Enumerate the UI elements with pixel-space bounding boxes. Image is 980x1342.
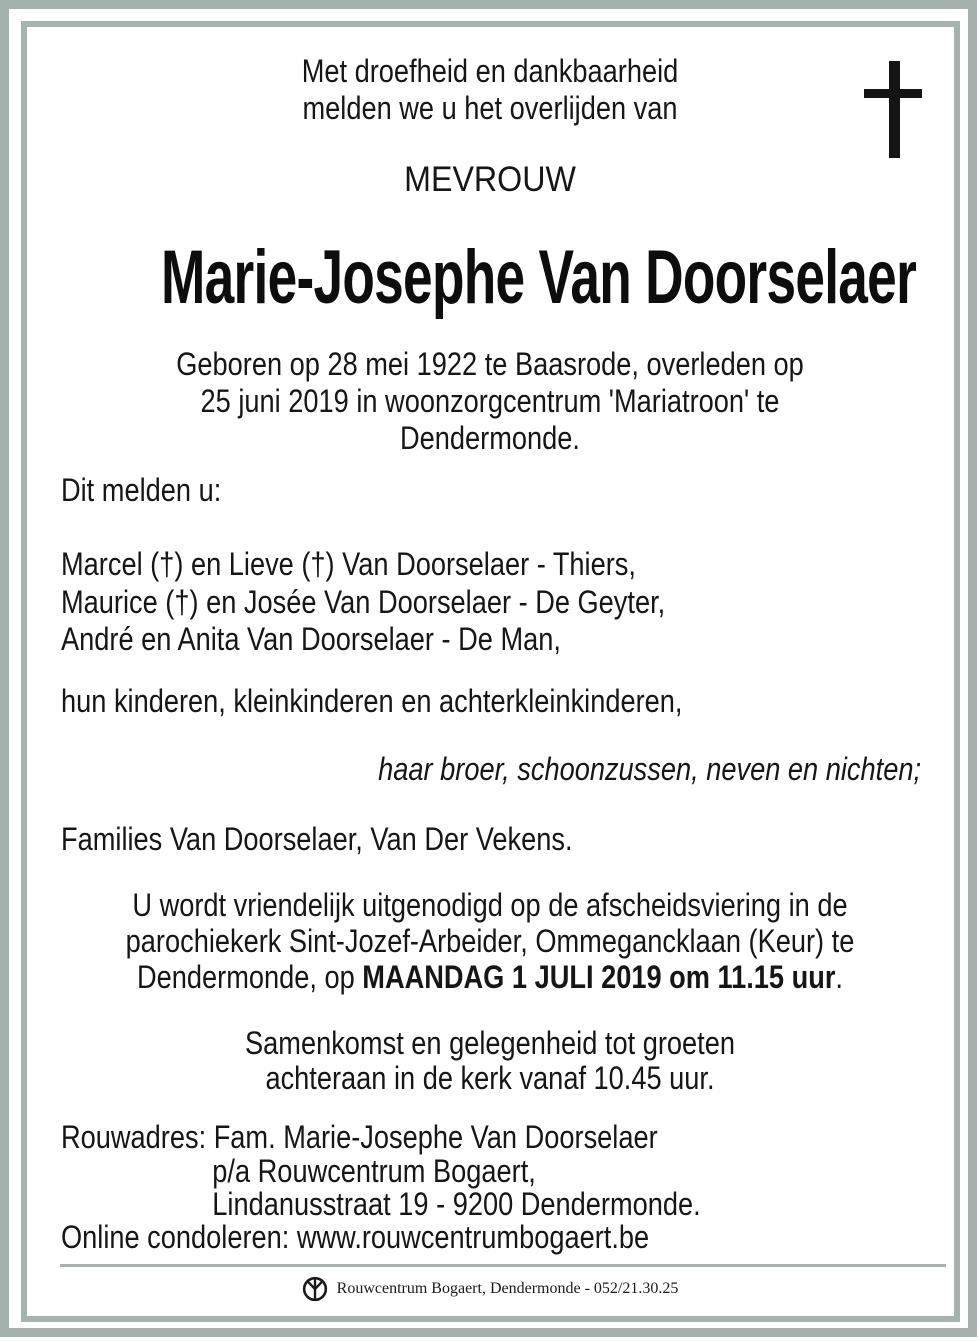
- opening-line-2: melden we u het overlijden van: [302, 90, 678, 126]
- online-condolence-line: Online condoleren: www.rouwcentrumbogaert.be: [61, 1219, 650, 1255]
- mourning-address-line-1: Rouwadres: Fam. Marie-Josephe Van Doorselaer: [61, 1119, 658, 1155]
- descendants-line: hun kinderen, kleinkinderen en achterkleinkinderen,: [61, 683, 683, 719]
- relatives-line-2: Maurice (†) en Josée Van Doorselaer - De Geyter,: [61, 583, 666, 620]
- relatives-list: [61, 546, 665, 659]
- relatives-line-1: Marcel (†) en Lieve (†) Van Doorselaer - Thiers,: [61, 546, 636, 582]
- invitation-line-2: parochiekerk Sint-Jozef-Arbeider, Ommegancklaan (Keur) te: [125, 923, 855, 959]
- funeral-home-credit: Rouwcentrum Bogaert, Dendermonde - 052/21.30.25: [336, 1280, 679, 1297]
- invitation-line-3-suffix: .: [835, 959, 843, 995]
- gathering-line-2: achteraan in de kerk vanaf 10.45 uur.: [265, 1060, 715, 1096]
- gathering-info: [91, 1026, 890, 1096]
- relatives-line-3: André en Anita Van Doorselaer - De Man,: [61, 621, 561, 657]
- mourning-address-line-3: Lindanusstraat 19 - 9200 Dendermonde.: [212, 1186, 701, 1222]
- invitation-line-3-prefix: Dendermonde, op: [136, 959, 363, 995]
- funeral-home-logo-icon: [302, 1276, 328, 1302]
- honorific-title: MEVROUW: [404, 160, 576, 199]
- opening-statement: [91, 53, 890, 127]
- invitation-line-1: U wordt vriendelijk uitgenodigd op de afscheidsviering in de: [132, 887, 848, 923]
- life-dates-line-3: Dendermonde.: [400, 420, 580, 456]
- cross-vertical-bar: [889, 61, 900, 158]
- funeral-invitation: [91, 887, 890, 995]
- life-dates: [91, 346, 890, 457]
- opening-line-1: Met droefheid en dankbaarheid: [301, 53, 679, 89]
- life-dates-line-1: Geboren op 28 mei 1922 te Baasrode, overleden op: [176, 346, 804, 382]
- funeral-date-time: MAANDAG 1 JULI 2019 om 11.15 uur: [362, 959, 836, 995]
- footer-separator-line: [60, 1264, 946, 1267]
- extended-family-line: haar broer, schoonzussen, neven en nichten;: [378, 751, 921, 787]
- footer: [20, 1276, 960, 1302]
- gathering-line-1: Samenkomst en gelegenheid tot groeten: [245, 1025, 735, 1061]
- invitation-line-3: [91, 959, 890, 995]
- families-line: Families Van Doorselaer, Van Der Vekens.: [61, 821, 573, 857]
- mourning-address: [61, 1121, 701, 1222]
- life-dates-line-2: 25 juni 2019 in woonzorgcentrum 'Mariatroon' te: [200, 383, 780, 419]
- mourning-address-line-2: p/a Rouwcentrum Bogaert,: [212, 1152, 536, 1189]
- announcement-label: Dit melden u:: [61, 472, 222, 508]
- deceased-name: Marie-Josephe Van Doorselaer: [161, 235, 917, 320]
